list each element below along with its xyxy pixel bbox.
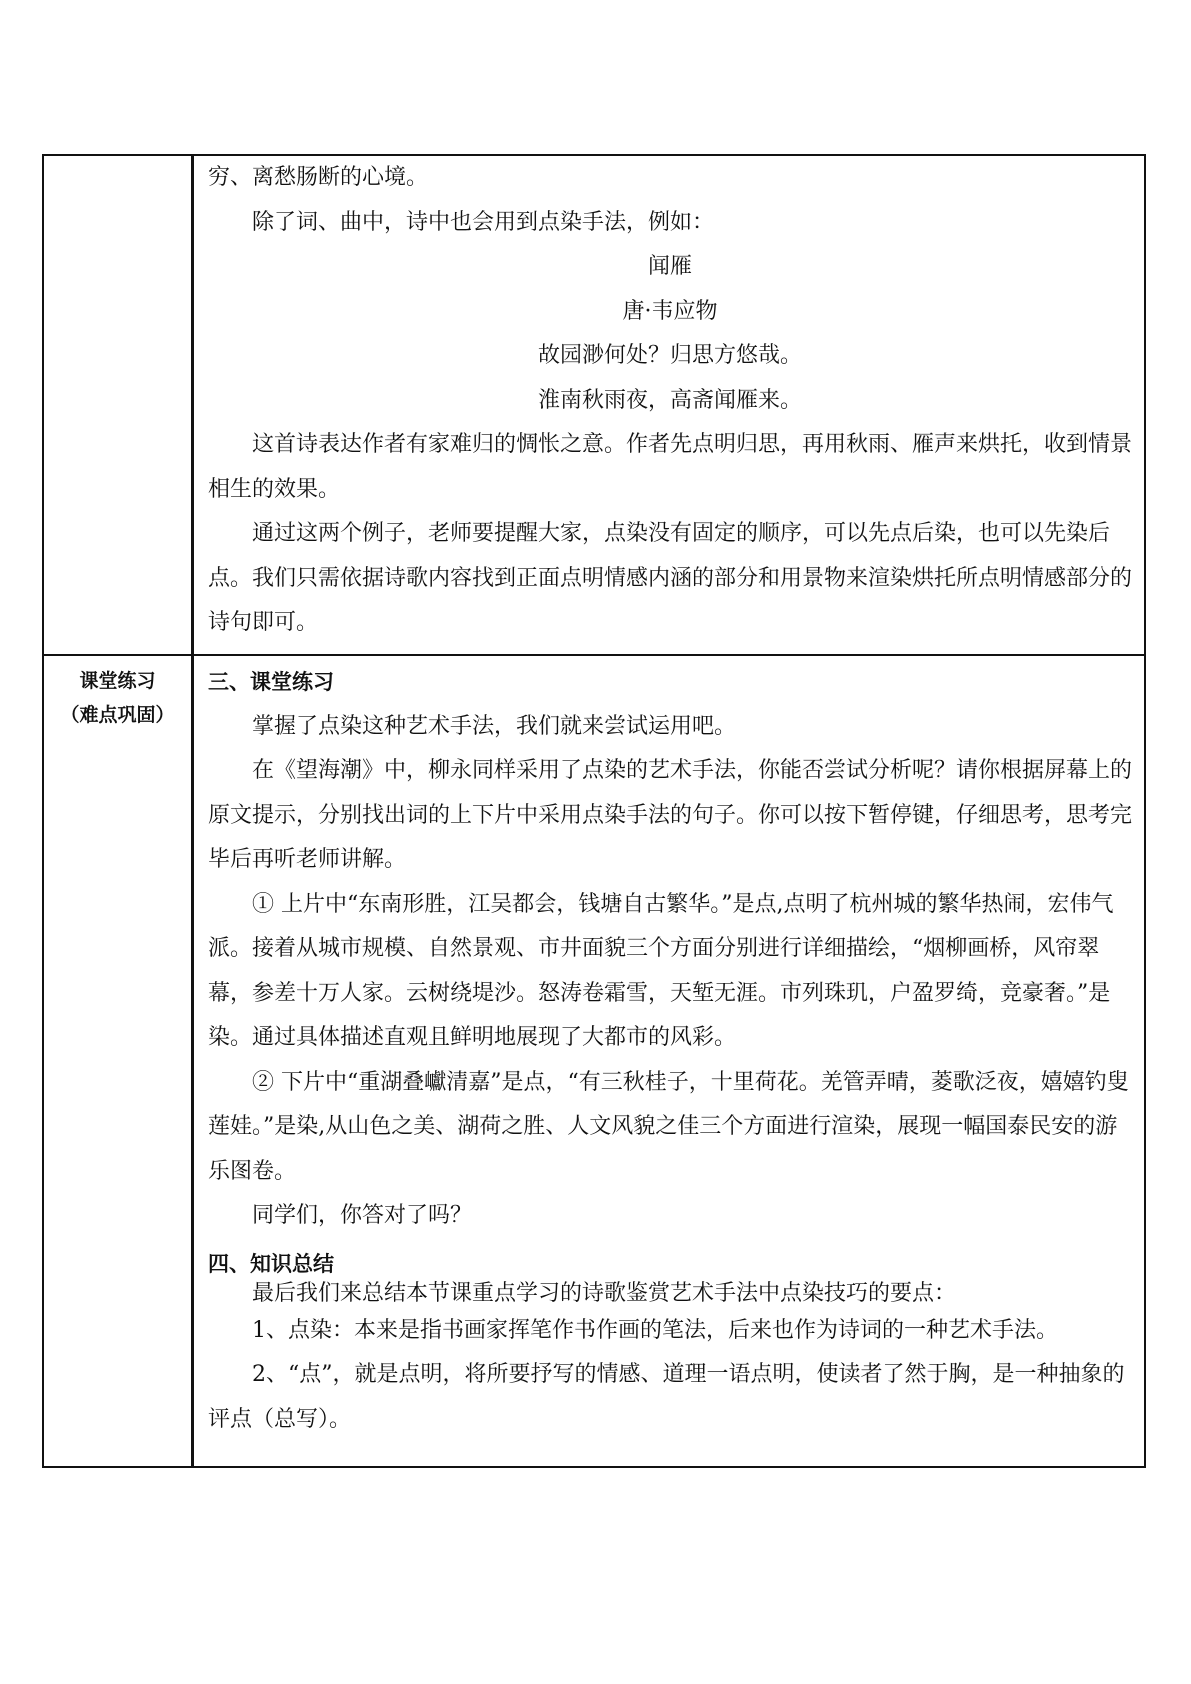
section-heading: 四、知识总结 — [208, 1251, 334, 1276]
table-row — [43, 155, 1145, 655]
row-content-cell — [193, 655, 1146, 1467]
paragraph: 这首诗表达作者有家难归的惆怅之意。作者先点明归思，再用秋雨、雁声来烘托，收到情景相生的效果。 — [208, 432, 1133, 502]
paragraph: ② 下片中“重湖叠巘清嘉”是点，“有三秋桂子，十里荷花。羌管弄晴，菱歌泛夜，嬉嬉钓叟莲娃。”是染,从山色之美、湖荷之胜、人文风貌之佳三个方面进行渲染，展现一幅国泰民安的游乐图卷。 — [208, 1069, 1129, 1184]
poem-line: 故园渺何处？归思方悠哉。 — [537, 343, 802, 368]
row-label-line2: （难点巩固） — [60, 704, 175, 726]
poem-author: 唐·韦应物 — [622, 298, 718, 324]
row-label-line1: 课堂练习 — [79, 670, 156, 692]
row-content — [194, 656, 1144, 1448]
row-content — [194, 156, 1144, 652]
poem-title: 闻雁 — [647, 254, 692, 279]
row-content-cell — [193, 155, 1146, 655]
table-row — [43, 655, 1145, 1467]
row-label-cell — [43, 155, 193, 655]
paragraph: 在《望海潮》中，柳永同样采用了点染的艺术手法，你能否尝试分析呢？请你根据屏幕上的原文提示，分别找出词的上下片中采用点染手法的句子。你可以按下暂停键，仔细思考，思考完毕后再听老师讲解。 — [208, 758, 1133, 872]
paragraph: 通过这两个例子，老师要提醒大家，点染没有固定的顺序，可以先点后染，也可以先染后点。我们只需依据诗歌内容找到正面点明情感内涵的部分和用景物来渲染烘托所点明情感部分的诗句即可。 — [208, 521, 1133, 635]
summary-intro: 最后我们来总结本节课重点学习的诗歌鉴赏艺术手法中点染技巧的要点： — [252, 1280, 957, 1306]
row-label — [44, 156, 191, 164]
summary-item: 1、点染：本来是指书画家挥笔作书作画的笔法，后来也作为诗词的一种艺术手法。 — [252, 1317, 1058, 1343]
paragraph: 掌握了点染这种艺术手法，我们就来尝试运用吧。 — [252, 713, 737, 739]
paragraph: ① 上片中“东南形胜，江吴都会，钱塘自古繁华。”是点,点明了杭州城的繁华热闹，宏伟气派。接着从城市规模、自然景观、市井面貌三个方面分别进行详细描绘，“烟柳画桥，风帘翠幕，参差十万人家。云树绕堤沙。怒涛卷霜雪，天堑无涯。市列珠玑，户盈罗绮，竞豪奢。”是染。通过具体描述直观且鲜明地展现了大都市的风彩。 — [208, 891, 1114, 1050]
row-label-cell — [43, 655, 193, 1467]
paragraph: 除了词、曲中，诗中也会用到点染手法，例如： — [252, 209, 715, 235]
lesson-plan-table — [42, 154, 1146, 1468]
paragraph: 穷、离愁肠断的心境。 — [208, 165, 429, 190]
row-label — [44, 656, 191, 732]
paragraph: 同学们，你答对了吗？ — [252, 1203, 473, 1228]
summary-item: 2、“点”，就是点明，将所要抒写的情感、道理一语点明，使读者了然于胸，是一种抽象的评点（总写）。 — [208, 1362, 1125, 1432]
poem-line: 淮南秋雨夜，高斋闻雁来。 — [537, 387, 802, 413]
section-heading: 三、课堂练习 — [208, 670, 334, 694]
